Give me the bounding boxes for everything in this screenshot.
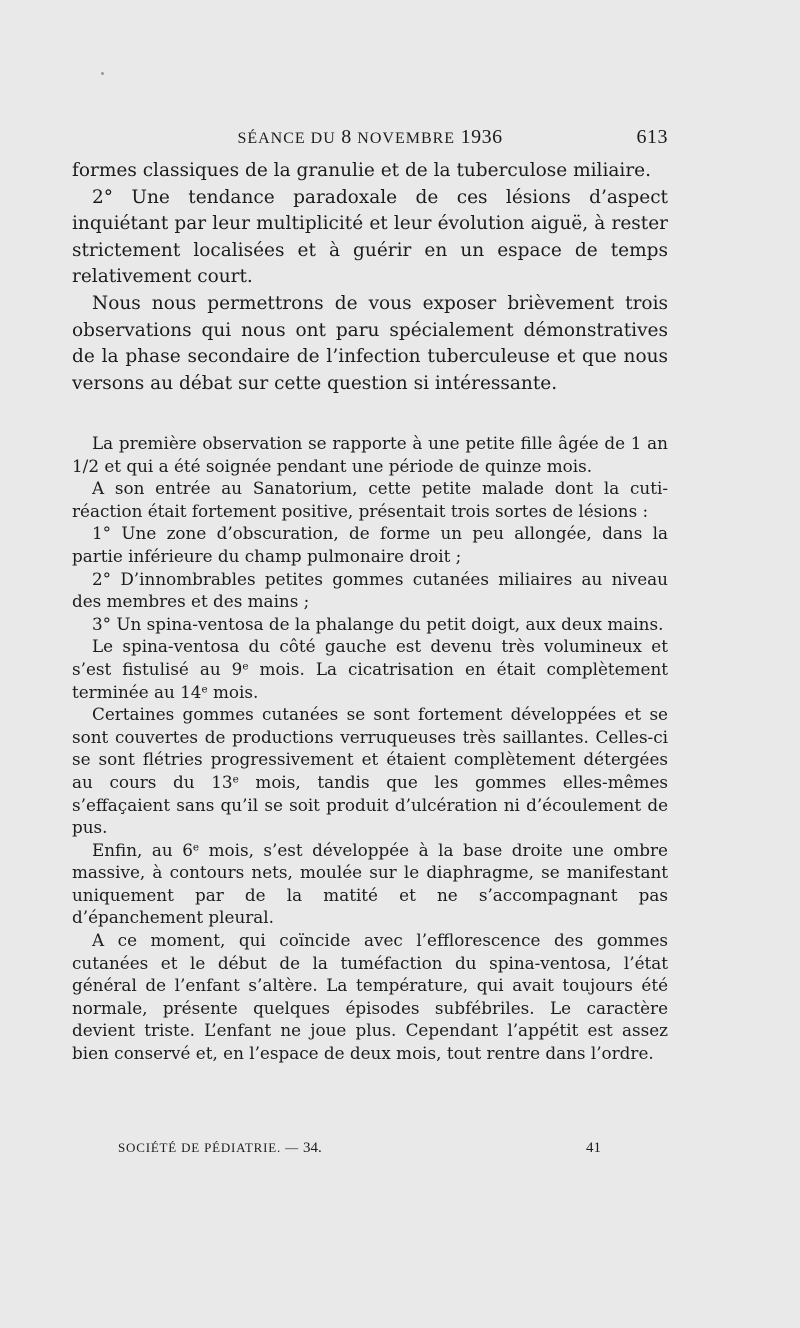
journal-name: SOCIÉTÉ DE PÉDIATRIE. —: [118, 1140, 299, 1155]
text-run: mois.: [207, 681, 259, 702]
intro-text: [72, 158, 668, 397]
body-paragraph: 3° Un spina-ventosa de la phalange du petit doigt, aux deux mains.: [92, 613, 664, 634]
page-number: 613: [636, 126, 668, 148]
signature-mark: 41: [586, 1140, 601, 1156]
text-run: Le spina-ventosa du côté gauche est devenu très volumineux et s’est fistulisé au 9: [72, 636, 668, 679]
intro-paragraph: 2° Une tendance paradoxale de ces lésions d’aspect inquiétant par leur multiplicité et leur évolution aiguë, à rester strictement localisées et à guérir en un espace de temps relativement court.: [72, 186, 668, 288]
body-paragraph: A ce moment, qui coïncide avec l’efflorescence des gommes cutanées et le début de la tuméfaction du spina-ventosa, l’état général de l’enfant s’altère. La température, qui avait toujours été normale, présente quelques épisodes subfébriles. Le caractère devient triste. L’enfant ne joue plus. Cependant l’appétit est assez bien conservé et, en l’espace de deux mois, tout rentre dans l’ordre.: [72, 930, 668, 1064]
body-paragraph: [72, 703, 668, 839]
text-run: mois, s’est développée à la base droite une ombre massive, à contours nets, moulée sur le diaphragme, se manifestant uniquement par de la matité et ne s’accompagnant pas d’épanchement pleural.: [72, 839, 668, 928]
body-paragraph: A son entrée au Sanatorium, cette petite malade dont la cuti-réaction était fortement positive, présentait trois sortes de lésions :: [72, 478, 668, 521]
title-day: 8: [341, 126, 352, 148]
superscript: e: [201, 682, 208, 695]
text-run: Certaines gommes cutanées se sont fortement développées et se sont couvertes de productions verruqueuses très saillantes. Celles-ci se sont flétries progressivement et étaient complètement détergées au cours du 13: [72, 704, 668, 792]
text-run: mois. La cicatrisation en était complètement terminée au 14: [72, 658, 668, 702]
title-year: 1936: [460, 126, 503, 148]
title-prefix: SÉANCE DU: [237, 130, 336, 147]
paper-speck: [101, 72, 104, 75]
body-paragraph: 1° Une zone d’obscuration, de forme un peu allongée, dans la partie inférieure du champ pulmonaire droit ;: [72, 523, 668, 566]
superscript: e: [192, 840, 200, 853]
title-month: NOVEMBRE: [357, 130, 456, 147]
body-paragraph: [72, 839, 668, 929]
body-paragraph: 2° D’innombrables petites gommes cutanées miliaires au niveau des membres et des mains ;: [72, 568, 668, 612]
body-paragraph: [72, 635, 668, 703]
text-run: mois, tandis que les gommes elles-mêmes s’effaçaient sans qu’il se soit produit d’ulcération ni d’écoulement de pus.: [72, 771, 668, 838]
superscript: e: [242, 660, 249, 673]
intro-paragraph: Nous nous permettrons de vous exposer brièvement trois observations qui nous ont paru spécialement démonstratives de la phase secondaire de l’infection tuberculeuse et que nous versons au débat sur cette question si intéressante.: [72, 292, 668, 394]
intro-paragraph: formes classiques de la granulie et de la tuberculose miliaire.: [72, 160, 652, 181]
text-run: Enfin, au 6: [92, 839, 193, 860]
observation-text: [72, 432, 668, 1065]
running-head-title: [72, 126, 668, 149]
page-footer: [118, 1140, 601, 1162]
superscript: e: [232, 773, 239, 786]
running-head: [72, 126, 668, 156]
body-paragraph: La première observation se rapporte à une petite fille âgée de 1 an 1/2 et qui a été soignée pendant une période de quinze mois.: [72, 433, 668, 476]
footer-journal: [118, 1140, 322, 1157]
journal-volume: 34.: [302, 1140, 322, 1156]
